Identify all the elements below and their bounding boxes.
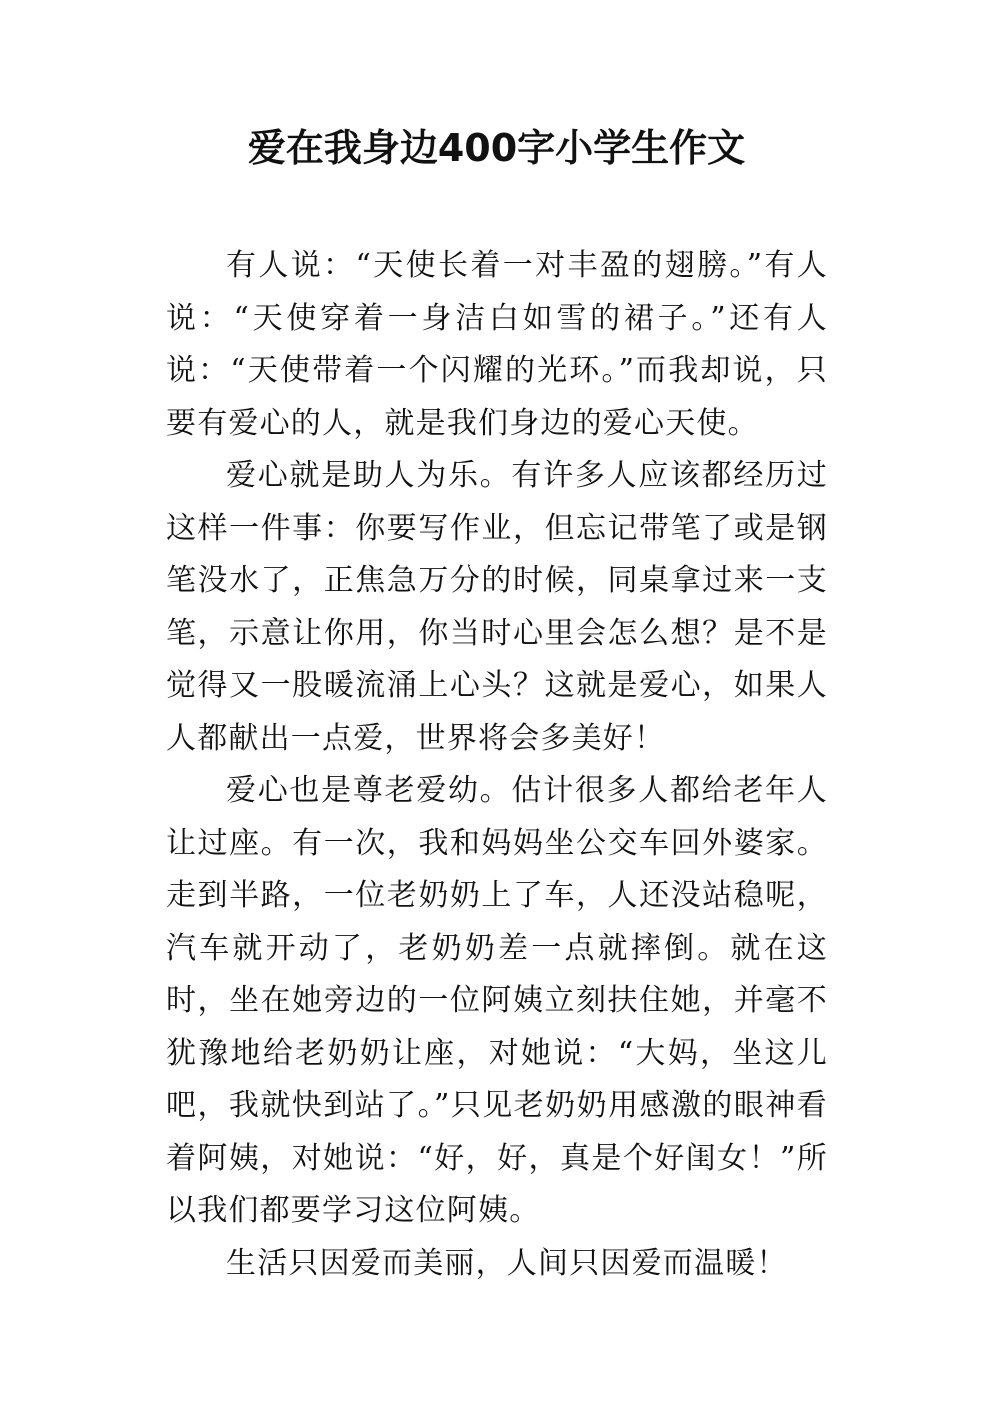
paragraph-1: 有人说：“天使长着一对丰盈的翅膀。”有人说：“天使穿着一身洁白如雪的裙子。”还有人说：“天使带着一个闪耀的光环。”而我却说，只要有爱心的人，就是我们身边的爱心天使。 [166,248,828,441]
document-title: 爱在我身边400字小学生作文 [247,126,746,170]
document-body [166,240,828,1290]
paragraph-2: 爱心就是助人为乐。有许多人应该都经历过这样一件事：你要写作业，但忘记带笔了或是钢笔没水了，正焦急万分的时候，同桌拿过来一支笔，示意让你用，你当时心里会怎么想？是不是觉得又一股暖流涌上心头？这就是爱心，如果人人都献出一点爱，世界将会多美好！ [166,458,828,756]
paragraph-4: 生活只因爱而美丽，人间只因爱而温暖！ [226,1245,788,1281]
paragraph-3: 爱心也是尊老爱幼。估计很多人都给老年人让过座。有一次，我和妈妈坐公交车回外婆家。走到半路，一位老奶奶上了车，人还没站稳呢，汽车就开动了，老奶奶差一点就摔倒。就在这时，坐在她旁边的一位阿姨立刻扶住她，并毫不犹豫地给老奶奶让座，对她说：“大妈，坐这儿吧，我就快到站了。”只见老奶奶用感激的眼神看着阿姨，对她说：“好，好，真是个好闺女！”所以我们都要学习这位阿姨。 [166,773,828,1228]
